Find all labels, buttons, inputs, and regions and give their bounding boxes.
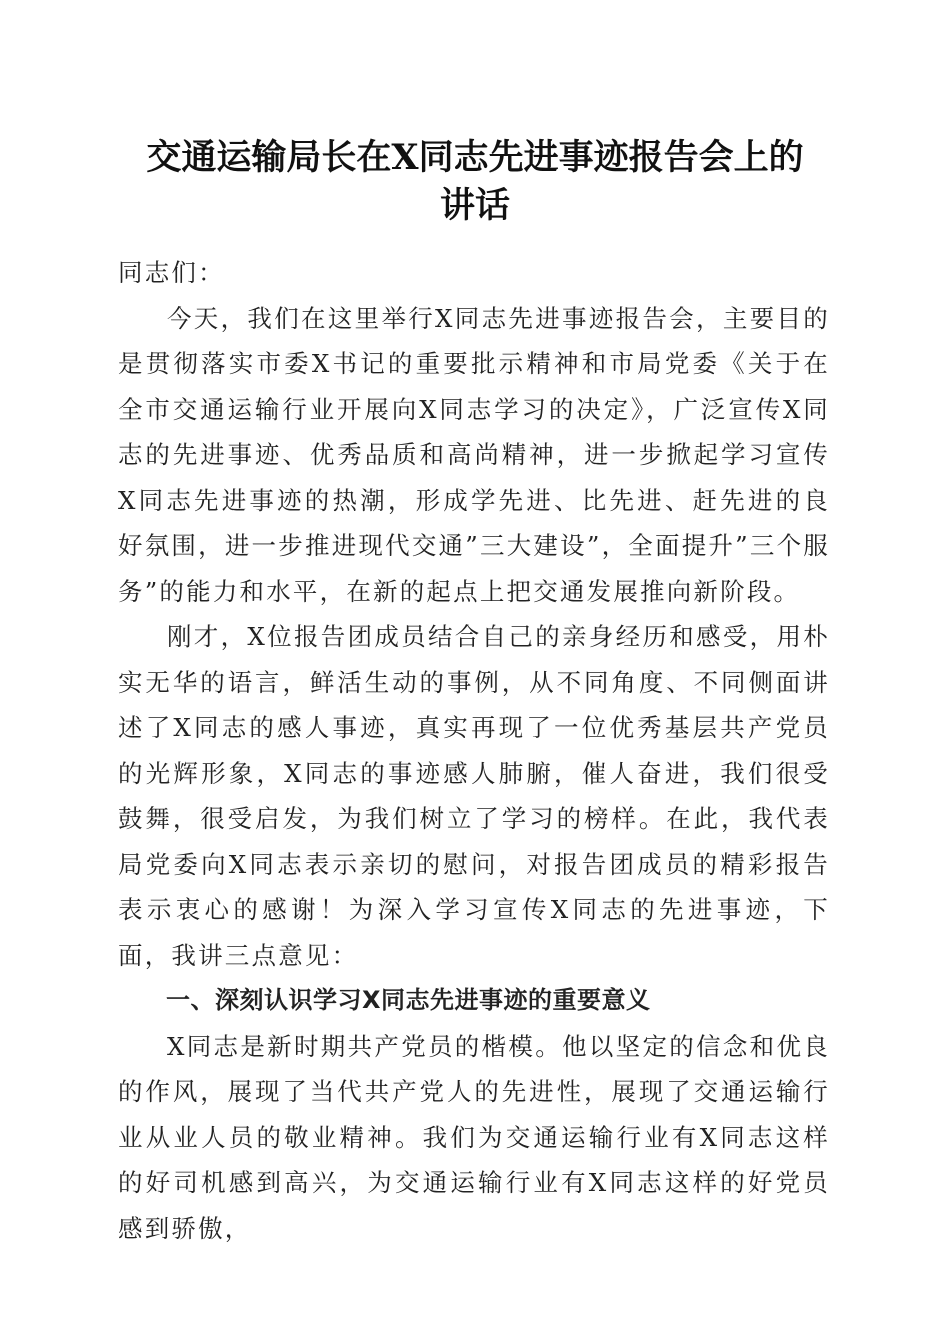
section-heading-1: 一、深刻认识学习X同志先进事迹的重要意义 (166, 986, 651, 1014)
paragraph-intro: 今天，我们在这里举行X同志先进事迹报告会，主要目的是贯彻落实市委X书记的重要批示精神和市局党委《关于在全市交通运输行业开展向X同志学习的决定》，广泛宣传X同志的先进事迹、优秀品质和高尚精神，进一步掀起学习宣传X同志先进事迹的热潮，形成学先进、比先进、赶先进的良好氛围，进一步推进现代交通”三大建设”，全面提升”三个服务”的能力和水平，在新的起点上把交通发展推向新阶段。 (118, 303, 830, 606)
title-line-1: 交通运输局长在X同志先进事迹报告会上的 (146, 137, 804, 178)
document-body (118, 250, 830, 1251)
document-title (110, 134, 840, 230)
section-1-paragraph: X同志是新时期共产党员的楷模。他以坚定的信念和优良的作风，展现了当代共产党人的先进性，展现了交通运输行业从业人员的敬业精神。我们为交通运输行业有X同志这样的好司机感到高兴，为交通运输行业有X同志这样的好党员感到骄傲， (118, 1031, 830, 1243)
title-line-2: 讲话 (439, 185, 510, 226)
paragraph-report: 刚才，X位报告团成员结合自己的亲身经历和感受，用朴实无华的语言，鲜活生动的事例，从不同角度、不同侧面讲述了X同志的感人事迹，真实再现了一位优秀基层共产党员的光辉形象，X同志的事迹感人肺腑，催人奋进，我们很受鼓舞，很受启发，为我们树立了学习的榜样。在此，我代表局党委向X同志表示亲切的慰问，对报告团成员的精彩报告表示衷心的感谢！为深入学习宣传X同志的先进事迹，下面，我讲三点意见： (118, 622, 830, 970)
salutation: 同志们： (118, 258, 225, 287)
